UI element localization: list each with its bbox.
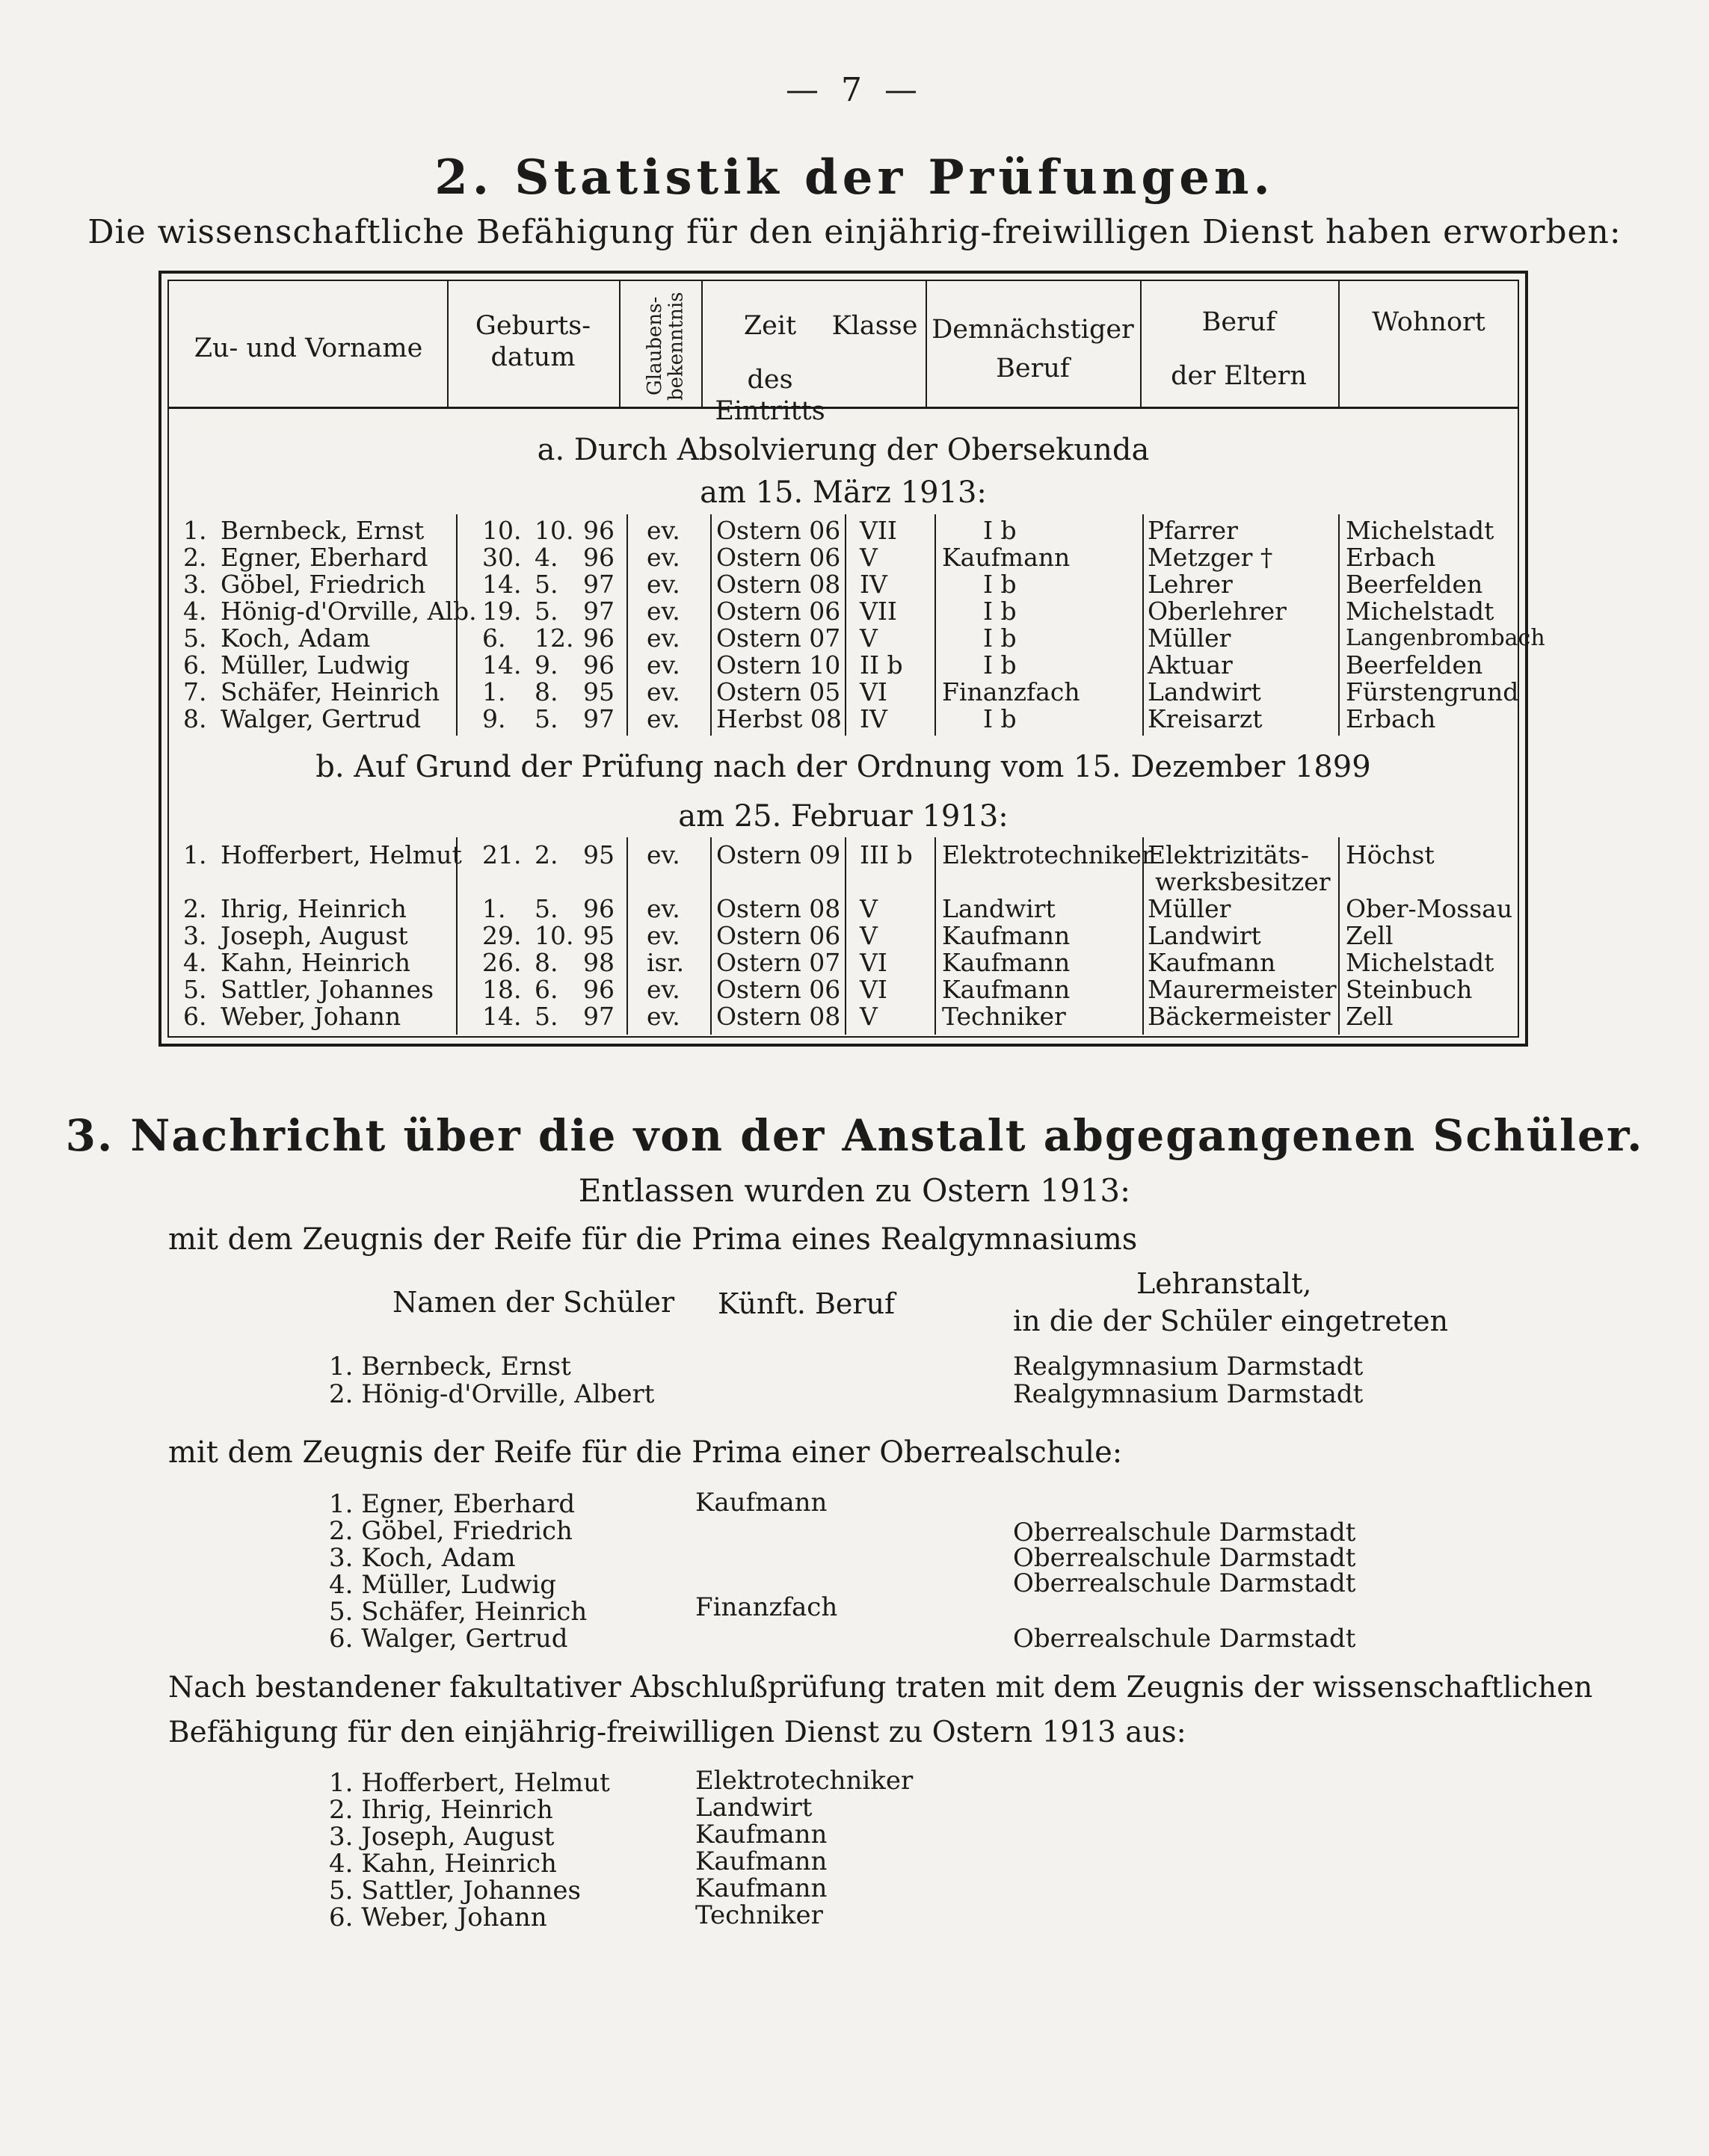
future-job: Finanzfach: [695, 1592, 838, 1622]
row-number: 4.: [183, 948, 207, 977]
table-row: [0, 1003, 1709, 1030]
student-name: Ihrig, Heinrich: [221, 894, 407, 923]
religion: ev.: [647, 650, 680, 680]
student-name: Kahn, Heinrich: [361, 1849, 557, 1879]
entry-class: IV: [860, 704, 887, 733]
residence: Steinbuch: [1346, 975, 1473, 1004]
birth-year: 96: [583, 975, 615, 1004]
student-name: Hofferbert, Helmut: [361, 1768, 610, 1798]
religion: ev.: [647, 1002, 680, 1031]
header-parents-line2: der Eltern: [1171, 361, 1307, 391]
list-item: [329, 1516, 573, 1546]
list-item: [329, 1570, 556, 1600]
future-job: Finanzfach: [942, 677, 1080, 706]
row-number: 5.: [329, 1597, 354, 1627]
religion: ev.: [647, 597, 680, 626]
entry-time: Ostern 06: [716, 516, 841, 545]
student-name: Schäfer, Heinrich: [221, 677, 440, 706]
birth-month: 5.: [535, 570, 558, 599]
list-item: [329, 1379, 654, 1409]
future-job: Landwirt: [942, 894, 1056, 923]
header-parents-line1: Beruf: [1201, 307, 1276, 337]
student-name: Walger, Gertrud: [361, 1624, 568, 1654]
table-row: [0, 679, 1709, 706]
birth-month: 5.: [535, 597, 558, 626]
birth-month: 9.: [535, 650, 558, 680]
student-name: Hofferbert, Helmut: [221, 840, 462, 869]
list-item: [329, 1624, 568, 1654]
student-name: Joseph, August: [221, 921, 408, 950]
future-job: Kaufmann: [695, 1847, 828, 1876]
header-col-line: [619, 280, 621, 407]
future-job: Kaufmann: [695, 1873, 828, 1903]
row-number: 5.: [183, 975, 207, 1004]
birth-year: 96: [583, 650, 615, 680]
future-job: Kaufmann: [942, 543, 1071, 572]
header-religion: [644, 290, 687, 402]
religion: isr.: [647, 948, 685, 977]
header-col-line: [1338, 280, 1340, 407]
institution: Oberrealschule Darmstadt: [1013, 1543, 1356, 1573]
row-number: 2.: [183, 543, 207, 572]
student-name: Hönig-d'Orville, Alb.: [221, 597, 477, 626]
student-name: Egner, Eberhard: [361, 1489, 576, 1519]
table-row: [0, 706, 1709, 733]
institution: Oberrealschule Darmstadt: [1013, 1624, 1356, 1654]
residence: Zell: [1346, 1002, 1394, 1031]
table-row: [0, 949, 1709, 976]
institution: Oberrealschule Darmstadt: [1013, 1568, 1356, 1598]
birth-month: 4.: [535, 543, 558, 572]
table-row-continuation: [0, 869, 1709, 896]
entry-time: Ostern 06: [716, 543, 841, 572]
religion: ev.: [647, 677, 680, 706]
row-number: 8.: [183, 704, 207, 733]
header-entry-line2: des Eintritts: [715, 365, 825, 426]
header-birth-line2: datum: [490, 342, 576, 372]
header-residence: Wohnort: [1372, 307, 1485, 337]
row-number: 6.: [329, 1624, 354, 1654]
future-job: Kaufmann: [942, 975, 1071, 1004]
col-job: Künft. Beruf: [718, 1287, 896, 1320]
realgym-heading: mit dem Zeugnis der Reife für die Prima eines Realgymnasiums: [168, 1222, 1138, 1257]
birth-year: 97: [583, 1002, 615, 1031]
list-item: [329, 1489, 575, 1519]
entry-class: VI: [860, 677, 887, 706]
student-name: Hönig-d'Orville, Albert: [361, 1379, 655, 1409]
row-number: 6.: [183, 650, 207, 680]
birth-month: 8.: [535, 677, 558, 706]
row-number: 1.: [183, 840, 207, 869]
residence: Beerfelden: [1346, 570, 1483, 599]
header-future-line1: Demnächstiger: [932, 315, 1134, 345]
birth-day: 6.: [482, 623, 506, 653]
exit-class: I b: [983, 597, 1017, 626]
religion: ev.: [647, 623, 680, 653]
religion: ev.: [647, 840, 680, 869]
student-name: Weber, Johann: [221, 1002, 401, 1031]
parent-job: werksbesitzer: [1155, 867, 1331, 896]
student-name: Sattler, Johannes: [361, 1876, 581, 1906]
entry-class: II b: [860, 650, 903, 680]
row-number: 1.: [329, 1352, 354, 1382]
entry-class: V: [860, 623, 878, 653]
student-name: Göbel, Friedrich: [361, 1516, 573, 1546]
residence: Erbach: [1346, 704, 1436, 733]
birth-year: 96: [583, 623, 615, 653]
row-number: 7.: [183, 677, 207, 706]
row-number: 4.: [183, 597, 207, 626]
student-name: Egner, Eberhard: [221, 543, 428, 572]
birth-day: 14.: [482, 570, 522, 599]
religion: ev.: [647, 921, 680, 950]
header-religion-line1: Glaubens-: [644, 296, 666, 396]
row-number: 6.: [183, 1002, 207, 1031]
section-2-subtitle: Die wissenschaftliche Befähigung für den einjährig-freiwilligen Dienst haben erworben:: [87, 213, 1622, 251]
exit-class: I b: [983, 570, 1017, 599]
parent-job: Landwirt: [1148, 677, 1261, 706]
residence: Ober-Mossau: [1346, 894, 1513, 923]
header-divider: [167, 407, 1519, 409]
entry-class: V: [860, 921, 878, 950]
future-job: Kaufmann: [695, 1488, 828, 1518]
future-job: Landwirt: [695, 1793, 813, 1823]
student-name: Weber, Johann: [361, 1903, 547, 1932]
entry-time: Ostern 06: [716, 975, 841, 1004]
student-name: Göbel, Friedrich: [221, 570, 426, 599]
header-name: Zu- und Vorname: [194, 333, 423, 363]
future-job: Techniker: [942, 1002, 1066, 1031]
col-names: Namen der Schüler: [392, 1286, 675, 1319]
col-institution-1: Lehranstalt,: [1136, 1267, 1312, 1300]
religion: ev.: [647, 516, 680, 545]
future-job: Elektrotechniker: [942, 840, 1154, 869]
student-name: Koch, Adam: [221, 623, 371, 653]
birth-day: 26.: [482, 948, 522, 977]
residence: Michelstadt: [1346, 948, 1494, 977]
header-entry: [703, 310, 837, 427]
table-row: [0, 976, 1709, 1003]
entry-class: VII: [860, 516, 897, 545]
birth-day: 1.: [482, 677, 506, 706]
row-number: 3.: [329, 1543, 354, 1573]
list-item: [329, 1849, 557, 1879]
parent-job: Aktuar: [1148, 650, 1233, 680]
birth-month: 6.: [535, 975, 558, 1004]
birth-day: 14.: [482, 650, 522, 680]
parent-job: Kaufmann: [1148, 948, 1276, 977]
birth-month: 2.: [535, 840, 558, 869]
student-name: Walger, Gertrud: [221, 704, 422, 733]
list-item: [329, 1903, 547, 1932]
row-number: 2.: [329, 1379, 354, 1409]
parent-job: Lehrer: [1148, 570, 1233, 599]
birth-day: 1.: [482, 894, 506, 923]
student-name: Sattler, Johannes: [221, 975, 434, 1004]
birth-month: 8.: [535, 948, 558, 977]
row-number: 5.: [329, 1876, 354, 1906]
parent-job: Elektrizitäts-: [1148, 840, 1309, 869]
birth-year: 96: [583, 543, 615, 572]
parent-job: Bäckermeister: [1148, 1002, 1331, 1031]
religion: ev.: [647, 894, 680, 923]
exit-class: I b: [983, 650, 1017, 680]
residence: Michelstadt: [1346, 516, 1494, 545]
residence: Fürstengrund: [1346, 677, 1519, 706]
student-name: Müller, Ludwig: [221, 650, 410, 680]
future-job: Elektrotechniker: [695, 1766, 914, 1796]
header-parents: [1142, 307, 1336, 392]
birth-year: 97: [583, 597, 615, 626]
header-birth-line1: Geburts-: [475, 311, 591, 341]
student-name: Bernbeck, Ernst: [361, 1352, 571, 1382]
list-item: [329, 1543, 516, 1573]
group-a-title: a. Durch Absolvierung der Obersekunda: [537, 433, 1150, 467]
entry-time: Ostern 06: [716, 921, 841, 950]
institution: Oberrealschule Darmstadt: [1013, 1518, 1356, 1547]
birth-month: 10.: [535, 516, 574, 545]
future-job: Kaufmann: [942, 921, 1071, 950]
residence: Michelstadt: [1346, 597, 1494, 626]
list-item: [329, 1822, 554, 1852]
parent-job: Landwirt: [1148, 921, 1261, 950]
birth-month: 5.: [535, 704, 558, 733]
header-religion-line2: bekenntnis: [665, 292, 688, 401]
row-number: 2.: [329, 1795, 354, 1825]
institution: Realgymnasium Darmstadt: [1013, 1379, 1364, 1409]
list-item: [329, 1768, 610, 1798]
row-number: 3.: [329, 1822, 354, 1852]
row-number: 6.: [329, 1903, 354, 1932]
section-2-title: 2. Statistik der Prüfungen.: [434, 150, 1275, 206]
birth-month: 10.: [535, 921, 574, 950]
group-b-title: b. Auf Grund der Prüfung nach der Ordnung vom 15. Dezember 1899: [315, 750, 1371, 784]
entry-time: Ostern 06: [716, 597, 841, 626]
student-name: Ihrig, Heinrich: [361, 1795, 553, 1825]
parent-job: Müller: [1148, 894, 1231, 923]
future-job: Techniker: [695, 1900, 823, 1930]
entry-class: V: [860, 1002, 878, 1031]
birth-day: 18.: [482, 975, 522, 1004]
birth-day: 10.: [482, 516, 522, 545]
group-b-date: am 25. Februar 1913:: [678, 799, 1009, 834]
entry-time: Ostern 05: [716, 677, 841, 706]
birth-year: 96: [583, 894, 615, 923]
residence: Erbach: [1346, 543, 1436, 572]
entry-time: Ostern 09: [716, 840, 841, 869]
parent-job: Metzger †: [1148, 543, 1273, 572]
list-item: [329, 1876, 581, 1906]
table-row: [0, 652, 1709, 679]
table-row: [0, 544, 1709, 571]
header-future-line2: Beruf: [996, 354, 1070, 384]
fakultativ-line-2: Befähigung für den einjährig-freiwilligen Dienst zu Ostern 1913 aus:: [168, 1716, 1186, 1749]
row-number: 3.: [183, 570, 207, 599]
future-job: Kaufmann: [695, 1820, 828, 1849]
religion: ev.: [647, 704, 680, 733]
entry-time: Ostern 07: [716, 948, 841, 977]
entry-class: VI: [860, 948, 887, 977]
birth-year: 95: [583, 677, 615, 706]
birth-day: 9.: [482, 704, 506, 733]
birth-year: 96: [583, 516, 615, 545]
future-job: Kaufmann: [942, 948, 1071, 977]
religion: ev.: [647, 975, 680, 1004]
table-row: [0, 517, 1709, 544]
birth-day: 21.: [482, 840, 522, 869]
header-class: Klasse: [831, 311, 918, 341]
entry-class: IV: [860, 570, 887, 599]
section-3-title: 3. Nachricht über die von der Anstalt abgegangenen Schüler.: [65, 1110, 1644, 1161]
religion: ev.: [647, 570, 680, 599]
exit-class: I b: [983, 516, 1017, 545]
student-name: Müller, Ludwig: [361, 1570, 556, 1600]
parent-job: Oberlehrer: [1148, 597, 1287, 626]
institution: Realgymnasium Darmstadt: [1013, 1352, 1364, 1382]
birth-year: 97: [583, 704, 615, 733]
table-row: [0, 571, 1709, 598]
exit-class: I b: [983, 623, 1017, 653]
list-item: [329, 1352, 571, 1382]
parent-job: Kreisarzt: [1148, 704, 1263, 733]
fakultativ-line-1: Nach bestandener fakultativer Abschlußprüfung traten mit dem Zeugnis der wissenschaftlichen: [168, 1671, 1593, 1704]
birth-year: 95: [583, 921, 615, 950]
entry-class: V: [860, 894, 878, 923]
oberreal-heading: mit dem Zeugnis der Reife für die Prima einer Oberrealschule:: [168, 1435, 1123, 1470]
row-number: 1.: [183, 516, 207, 545]
student-name: Joseph, August: [361, 1822, 555, 1852]
col-institution-2: in die der Schüler eingetreten: [1013, 1305, 1449, 1337]
table-row: [0, 625, 1709, 652]
religion: ev.: [647, 543, 680, 572]
entry-class: V: [860, 543, 878, 572]
residence: Langenbrombach: [1346, 625, 1545, 651]
birth-month: 5.: [535, 1002, 558, 1031]
student-name: Schäfer, Heinrich: [361, 1597, 588, 1627]
parent-job: Pfarrer: [1148, 516, 1238, 545]
birth-year: 97: [583, 570, 615, 599]
row-number: 2.: [183, 894, 207, 923]
parent-job: Müller: [1148, 623, 1231, 653]
parent-job: Maurermeister: [1148, 975, 1337, 1004]
entry-time: Ostern 10: [716, 650, 841, 680]
table-row: [0, 842, 1709, 869]
birth-year: 98: [583, 948, 615, 977]
birth-day: 14.: [482, 1002, 522, 1031]
entry-time: Ostern 08: [716, 570, 841, 599]
list-item: [329, 1597, 587, 1627]
entry-class: III b: [860, 840, 913, 869]
birth-day: 30.: [482, 543, 522, 572]
student-name: Kahn, Heinrich: [221, 948, 410, 977]
table-row: [0, 923, 1709, 949]
page-number: — 7 —: [786, 71, 923, 109]
residence: Höchst: [1346, 840, 1435, 869]
header-birth: [449, 310, 618, 373]
row-number: 4.: [329, 1570, 354, 1600]
row-number: 1.: [329, 1489, 354, 1519]
entry-time: Ostern 08: [716, 894, 841, 923]
row-number: 1.: [329, 1768, 354, 1798]
entry-class: VI: [860, 975, 887, 1004]
student-name: Koch, Adam: [361, 1543, 516, 1573]
exit-class: I b: [983, 704, 1017, 733]
header-future: [927, 314, 1139, 384]
row-number: 4.: [329, 1849, 354, 1879]
group-a-date: am 15. März 1913:: [700, 475, 987, 510]
list-item: [329, 1795, 553, 1825]
entry-time: Herbst 08: [716, 704, 842, 733]
entry-class: VII: [860, 597, 897, 626]
birth-day: 19.: [482, 597, 522, 626]
header-entry-line1: Zeit: [743, 311, 797, 341]
student-name: Bernbeck, Ernst: [221, 516, 425, 545]
residence: Beerfelden: [1346, 650, 1483, 680]
birth-month: 12.: [535, 623, 574, 653]
birth-month: 5.: [535, 894, 558, 923]
residence: Zell: [1346, 921, 1394, 950]
row-number: 2.: [329, 1516, 354, 1546]
row-number: 3.: [183, 921, 207, 950]
table-row: [0, 598, 1709, 625]
birth-year: 95: [583, 840, 615, 869]
table-row: [0, 896, 1709, 923]
released-heading: Entlassen wurden zu Ostern 1913:: [578, 1172, 1131, 1209]
row-number: 5.: [183, 623, 207, 653]
entry-time: Ostern 08: [716, 1002, 841, 1031]
birth-day: 29.: [482, 921, 522, 950]
entry-time: Ostern 07: [716, 623, 841, 653]
